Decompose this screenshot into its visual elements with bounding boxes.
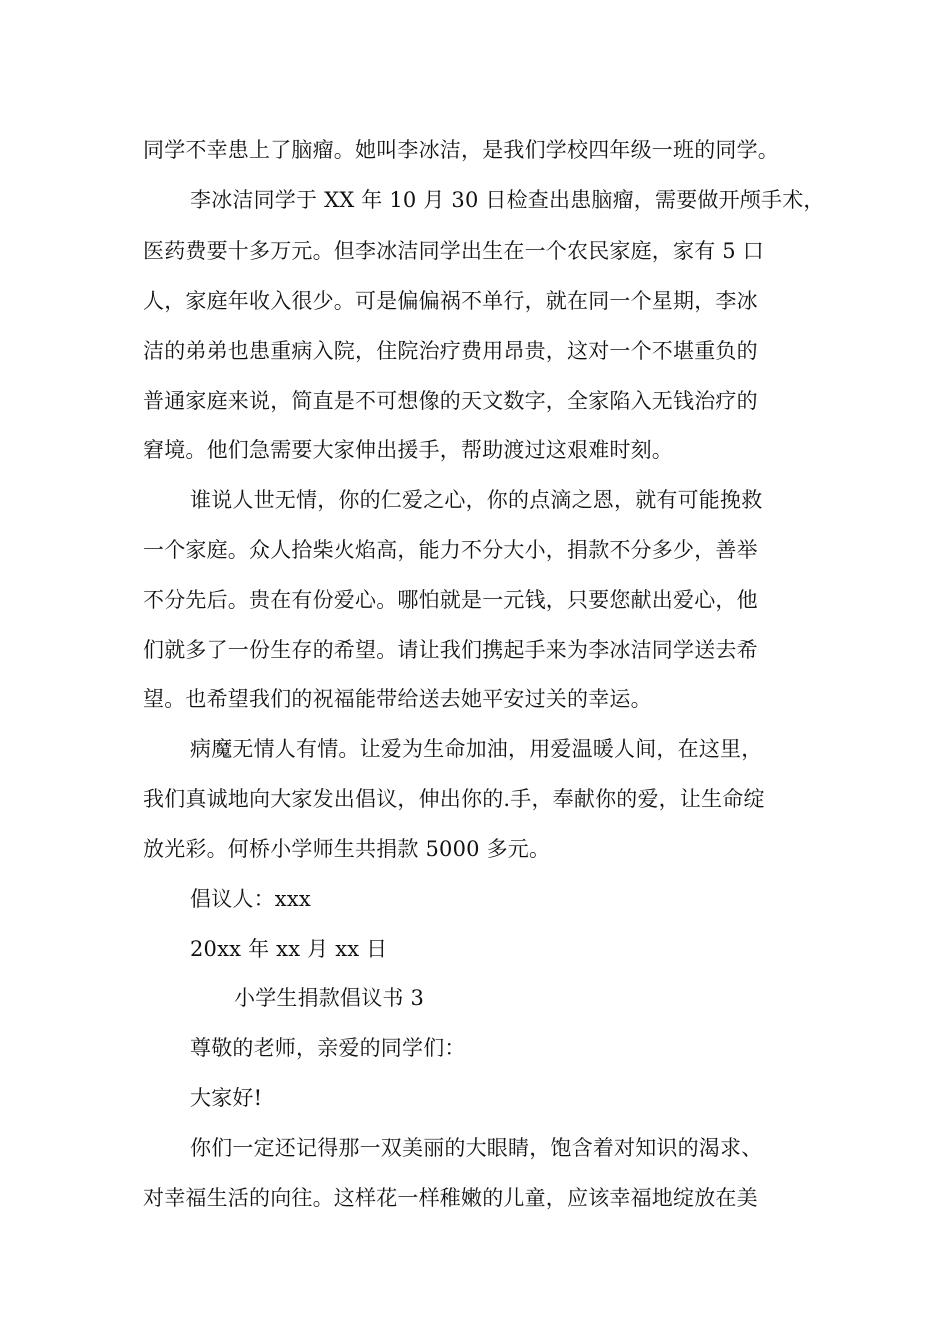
date-line: 20xx 年 xx 月 xx 日 [190,937,388,961]
text-line: 同学不幸患上了脑瘤。她叫李冰洁，是我们学校四年级一班的同学。 [143,138,779,162]
section-title: 小学生捐款倡议书 3 [234,986,425,1010]
text-line: 一个家庭。众人拾柴火焰高，能力不分大小，捐款不分多少，善举 [143,538,758,562]
text-line: 对幸福生活的向往。这样花一样稚嫩的儿童，应该幸福地绽放在美 [143,1186,758,1210]
text-line: 李冰洁同学于 XX 年 10 月 30 日检查出患脑瘤，需要做开颅手术， [190,188,825,212]
text-line: 望。也希望我们的祝福能带给送去她平安过关的幸运。 [143,687,652,711]
text-line: 谁说人世无情，你的仁爱之心，你的点滴之恩，就有可能挽救 [190,488,763,512]
salutation: 尊敬的老师，亲爱的同学们： [190,1036,466,1060]
text-line: 洁的弟弟也患重病入院，住院治疗费用昂贵，这对一个不堪重负的 [143,339,758,363]
text-line: 放光彩。何桥小学师生共捐款 5000 多元。 [143,837,551,861]
text-line: 人，家庭年收入很少。可是偏偏祸不单行，就在同一个星期，李冰 [143,289,758,313]
text-line: 普通家庭来说，简直是不可想像的天文数字，全家陷入无钱治疗的 [143,389,758,413]
text-line: 们就多了一份生存的希望。请让我们携起手来为李冰洁同学送去希 [143,638,758,662]
greeting: 大家好! [190,1086,263,1110]
text-line: 窘境。他们急需要大家伸出援手，帮助渡过这艰难时刻。 [143,438,673,462]
text-line: 不分先后。贵在有份爱心。哪怕就是一元钱，只要您献出爱心，他 [143,588,758,612]
text-line: 医药费要十多万元。但李冰洁同学出生在一个农民家庭，家有 5 口 [143,239,764,263]
signature-line: 倡议人：xxx [190,887,311,911]
text-line: 我们真诚地向大家发出倡议，伸出你的.手，奉献你的爱，让生命绽 [143,787,765,811]
text-line: 病魔无情人有情。让爱为生命加油，用爱温暖人间，在这里， [190,737,763,761]
text-line: 你们一定还记得那一双美丽的大眼睛，饱含着对知识的渴求、 [190,1136,763,1160]
